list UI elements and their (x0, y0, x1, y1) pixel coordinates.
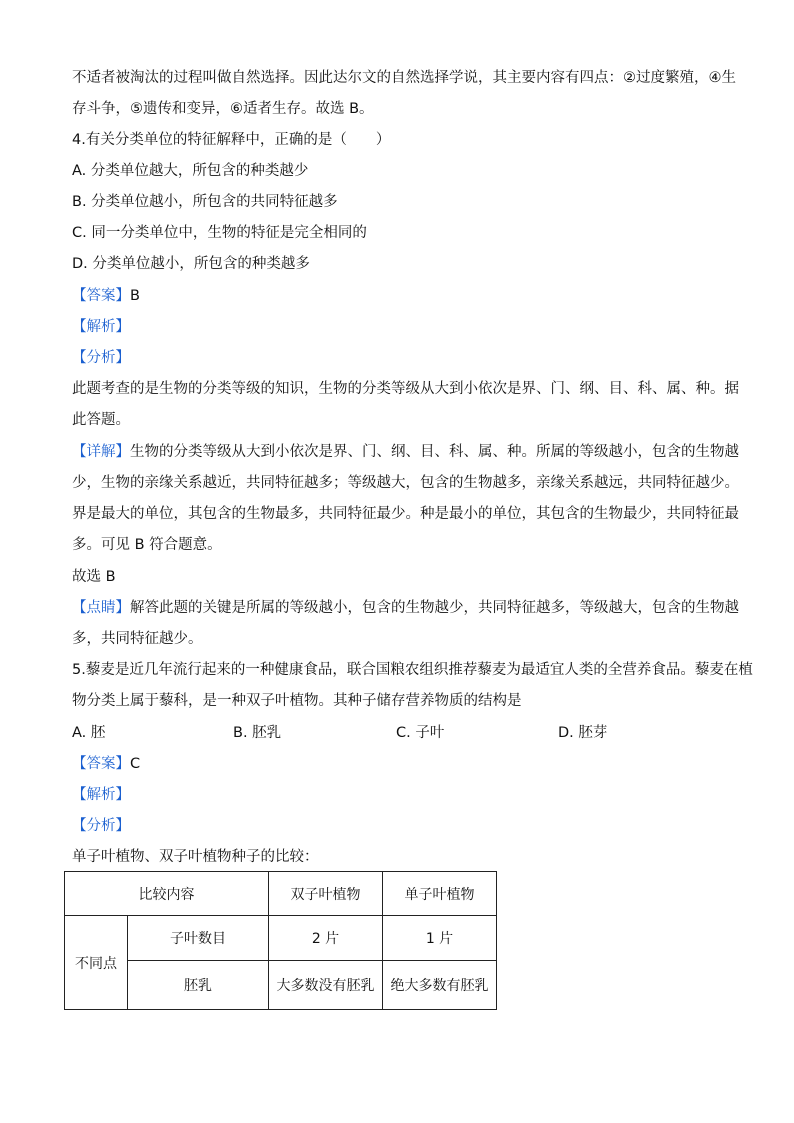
table-cell: 大多数没有胚乳 (269, 961, 383, 1010)
question-4-stem: 4.有关分类单位的特征解释中，正确的是（ ） (72, 132, 391, 148)
question-4-answer (72, 286, 732, 306)
table-cell: 1 片 (383, 916, 497, 961)
question-5-option-a: A. 胚 (72, 725, 106, 741)
table-cell: 子叶数目 (128, 916, 269, 961)
detail-text: 生物的分类等级从大到小依次是界、门、纲、目、科、属、种。所属的等级越小，包含的生物越 (130, 444, 739, 460)
question-4-option-a: A. 分类单位越大，所包含的种类越少 (72, 163, 309, 179)
question-5-answer (72, 754, 732, 774)
detail-tag: 【详解】 (72, 444, 130, 460)
question-5-option-d: D. 胚芽 (558, 725, 608, 741)
question-5-fenxi-tag: 【分析】 (72, 818, 130, 834)
question-4-choose: 故选 B (72, 569, 116, 585)
header-cell: 双子叶植物 (269, 872, 383, 916)
question-4-tip-line-1 (72, 598, 739, 618)
header-cell: 比较内容 (65, 872, 269, 916)
question-4-tip-line-2: 多，共同特征越少。 (72, 631, 203, 647)
table-intro: 单子叶植物、双子叶植物种子的比较： (72, 849, 319, 865)
answer-tag: 【答案】 (72, 756, 130, 772)
table-cell: 2 片 (269, 916, 383, 961)
intro-line-1: 不适者被淘汰的过程叫做自然选择。因此达尔文的自然选择学说，其主要内容有四点：②过度繁殖，④生 (72, 70, 736, 86)
question-4-fenxi-line-2: 此答题。 (72, 412, 130, 428)
question-5-option-c: C. 子叶 (396, 725, 445, 741)
answer-tag: 【答案】 (72, 288, 130, 304)
table-row (65, 961, 497, 1010)
question-4-detail-line-3: 界是最大的单位，其包含的生物最多，共同特征最少。种是最小的单位，其包含的生物最少，共同特征最 (72, 506, 739, 522)
tip-tag: 【点睛】 (72, 600, 130, 616)
answer-value: C (130, 756, 141, 772)
table-cell: 绝大多数有胚乳 (383, 961, 497, 1010)
answer-value: B (130, 288, 140, 304)
question-4-analysis-tag: 【解析】 (72, 319, 130, 335)
question-5-analysis-tag: 【解析】 (72, 787, 130, 803)
question-5-stem-line-1: 5.藜麦是近几年流行起来的一种健康食品，联合国粮农组织推荐藜麦为最适宜人类的全营养食品。藜麦在植 (72, 662, 753, 678)
table-cell: 胚乳 (128, 961, 269, 1010)
question-5-option-b: B. 胚乳 (233, 725, 282, 741)
question-4-fenxi-tag: 【分析】 (72, 350, 130, 366)
question-4-option-b: B. 分类单位越小，所包含的共同特征越多 (72, 194, 338, 210)
question-4-detail-line-2: 少，生物的亲缘关系越近，共同特征越多；等级越大，包含的生物越多，亲缘关系越远，共同特征越少。 (72, 475, 739, 491)
question-4-option-c: C. 同一分类单位中，生物的特征是完全相同的 (72, 225, 367, 241)
question-4-option-d: D. 分类单位越小，所包含的种类越多 (72, 256, 310, 272)
table-row (65, 916, 497, 961)
tip-text: 解答此题的关键是所属的等级越小，包含的生物越少，共同特征越多，等级越大，包含的生物越 (130, 600, 739, 616)
header-cell: 单子叶植物 (383, 872, 497, 916)
question-4-fenxi-line-1: 此题考查的是生物的分类等级的知识，生物的分类等级从大到小依次是界、门、纲、目、科、属、种。据 (72, 381, 739, 397)
group-cell: 不同点 (65, 916, 128, 1010)
table-header-row (65, 872, 497, 916)
question-4-detail-line-1 (72, 442, 739, 462)
intro-line-2: 存斗争，⑤遗传和变异，⑥适者生存。故选 B。 (72, 101, 374, 117)
question-5-stem-line-2: 物分类上属于藜科，是一种双子叶植物。其种子储存营养物质的结构是 (72, 693, 522, 709)
seed-comparison-table (64, 871, 497, 1010)
question-4-detail-line-4: 多。可见 B 符合题意。 (72, 537, 222, 553)
